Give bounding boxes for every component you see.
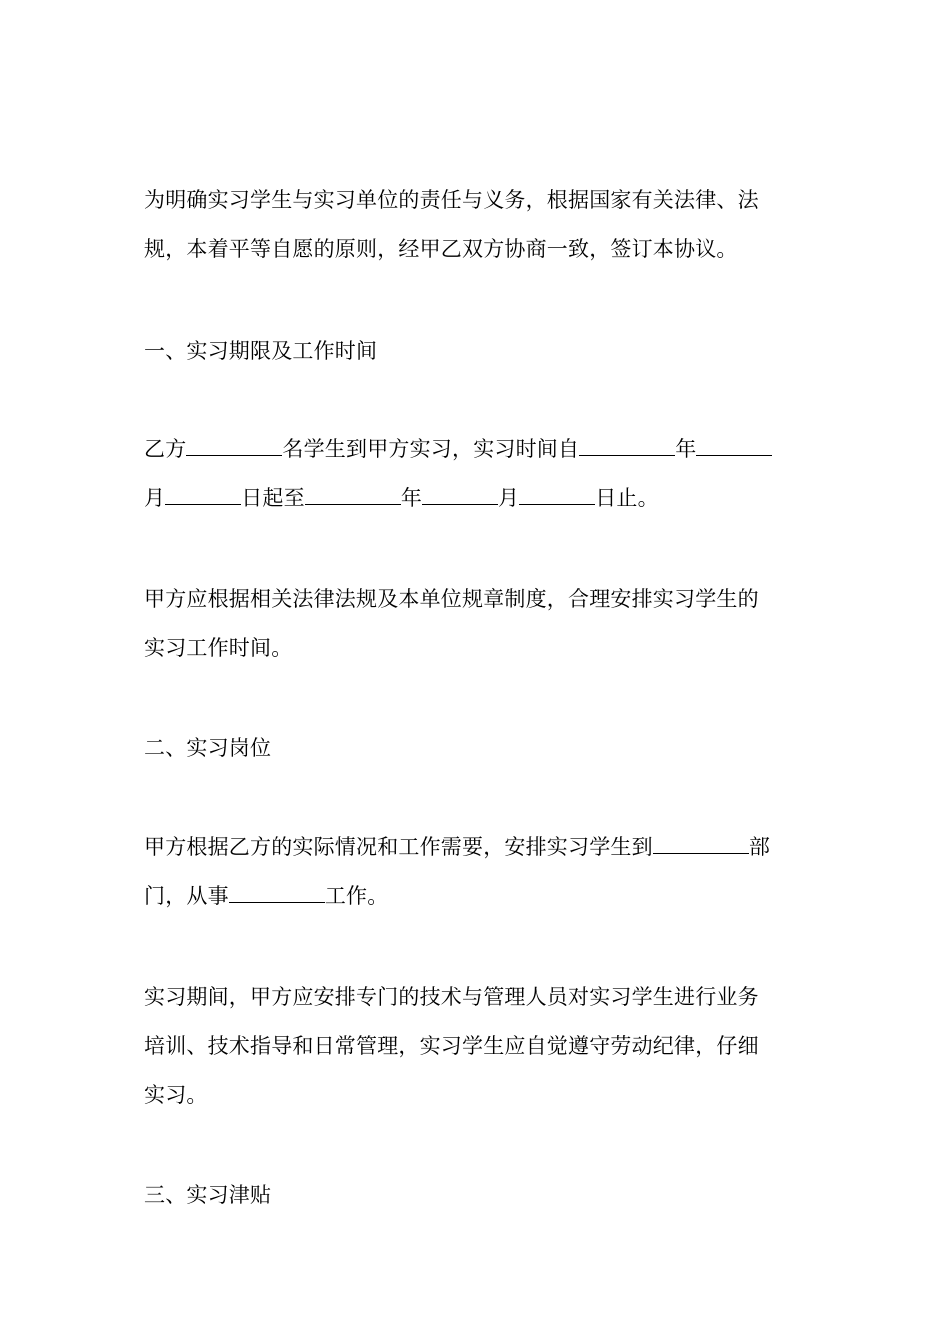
section-1-period-paragraph (144, 425, 806, 523)
section-2-training-paragraph (144, 973, 806, 1120)
fill-blank-start-month (696, 437, 772, 456)
fill-blank-department (653, 835, 749, 854)
position-line-2 (144, 872, 806, 921)
section-1-heading (144, 327, 806, 376)
text-fragment: 日止。 (595, 486, 659, 510)
fill-blank-end-day (519, 486, 595, 505)
section-heading-text: 二、实习岗位 (144, 736, 272, 760)
section-heading-text: 三、实习津贴 (144, 1183, 272, 1207)
section-1-hours-paragraph (144, 575, 806, 673)
text-fragment: 甲方根据乙方的实际情况和工作需要，安排实习学生到 (144, 835, 653, 859)
text-fragment: 月 (144, 486, 166, 510)
section-2-position-paragraph (144, 823, 806, 921)
section-3-heading (144, 1171, 806, 1220)
text-fragment: 部 (748, 835, 771, 859)
period-line-2 (144, 474, 806, 523)
section-heading-text: 一、实习期限及工作时间 (144, 339, 378, 363)
text-fragment: 日起至 (241, 486, 305, 510)
intro-paragraph (144, 176, 806, 274)
intro-line-2: 规，本着平等自愿的原则，经甲乙双方协商一致，签订本协议。 (144, 237, 738, 261)
text-fragment: 乙方 (144, 437, 187, 461)
text-fragment: 工作。 (324, 884, 389, 908)
text-fragment: 月 (498, 486, 520, 510)
text-fragment: 名学生到甲方实习，实习时间自 (282, 437, 580, 461)
training-line-3: 实习。 (144, 1083, 208, 1107)
section-2-heading (144, 724, 806, 773)
text-fragment: 门，从事 (144, 884, 229, 908)
training-line-2: 培训、技术指导和日常管理，实习学生应自觉遵守劳动纪律，仔细 (144, 1034, 759, 1058)
period-line-1 (144, 425, 806, 474)
training-line-1: 实习期间，甲方应安排专门的技术与管理人员对实习学生进行业务 (144, 985, 759, 1009)
text-fragment: 年 (400, 486, 423, 510)
fill-blank-start-day (165, 486, 241, 505)
fill-blank-job (229, 884, 325, 903)
hours-line-1: 甲方应根据相关法律法规及本单位规章制度，合理安排实习学生的 (144, 587, 759, 611)
fill-blank-student-count (186, 437, 282, 456)
intro-line-1: 为明确实习学生与实习单位的责任与义务，根据国家有关法律、法 (144, 188, 759, 212)
text-fragment: 年 (675, 437, 697, 461)
position-line-1 (144, 823, 806, 872)
fill-blank-start-year (579, 437, 675, 456)
hours-line-2: 实习工作时间。 (144, 636, 293, 660)
fill-blank-end-month (422, 486, 498, 505)
fill-blank-end-year (305, 486, 401, 505)
